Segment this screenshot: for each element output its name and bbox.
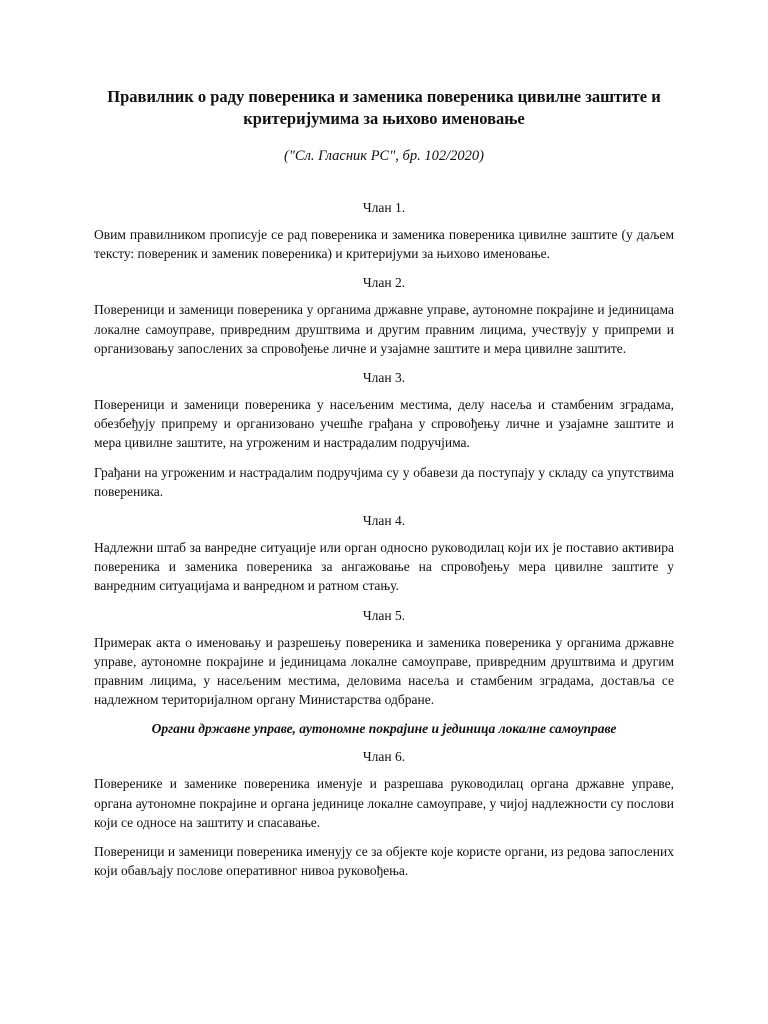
document-title: Правилник о раду повереника и заменика повереника цивилне заштите и критеријумима за њихово именовање (107, 87, 661, 128)
article-2-paragraph-1: Повереници и заменици повереника у органима државне управе, аутономне покрајине и јединицама локалне самоуправе, привредним друштвима и другим правним лицима, учествују у припреми и организовању запослених за спровођење личне и узајамне заштите и мера цивилне заштите. (94, 302, 674, 356)
article-1-label: Члан 1. (362, 200, 406, 215)
article-4-label: Члан 4. (362, 513, 406, 529)
article-3-label: Члан 3. (362, 370, 406, 386)
article-5-label: Члан 5. (362, 607, 406, 623)
article-6-label: Члан 6. (362, 749, 406, 765)
article-4-paragraph-1: Надлежни штаб за ванредне ситуације или орган односно руководилац који их је поставио активира повереника и заменика повереника за ангажовање на спровођењу мера цивилне заштите у ванредним ситуацијама и ванредном и ратном стању. (94, 540, 674, 594)
article-2-label: Члан 2. (362, 275, 406, 291)
article-3-paragraph-2: Грађани на угроженим и настрадалим подручјима су у обавези да поступају у складу са упутствима повереника. (94, 464, 674, 499)
article-6-paragraph-2: Повереници и заменици повереника именују се за објекте које користе органи, из редова запослених који обављају послове оперативног нивоа руковођења. (94, 844, 674, 879)
section-heading: Органи државне управе, аутономне покрајине и јединица локалне самоуправе (151, 721, 617, 737)
article-3-paragraph-1: Повереници и заменици повереника у насељеним местима, делу насеља и стамбеним зградама, обезбеђују припрему и организовано учешће грађана у спровођењу личне и узајамне заштите и мера цивилне заштите, на угроженим и настрадалим подручјима. (94, 397, 674, 451)
document-page (94, 86, 674, 890)
article-6-paragraph-1: Повереникe и заменике повереника именује и разрешава руководилац органа државне управе, органа аутономне покрајине и органа јединице локалне самоуправе, у чијој надлежности су послови који се односе на заштиту и спасавање. (94, 776, 674, 830)
article-1-paragraph-1: Овим правилником прописује се рад повереника и заменика повереника цивилне заштите (у даљем тексту: повереник и заменик повереника) и критеријуми за њихово именовање. (94, 227, 674, 262)
article-5-paragraph-1: Примерак акта о именовању и разрешењу повереника и заменика повереника у органима државне управе, аутономне покрајине и јединицама локалне самоуправе, привредним друштвима и другим правним лицима, у насељеним местима, деловима насеља и стамбеним зградама, доставља се надлежном територијалном органу Министарства одбране. (94, 634, 674, 708)
document-source: ("Сл. Гласник РС", бр. 102/2020) (284, 148, 484, 164)
